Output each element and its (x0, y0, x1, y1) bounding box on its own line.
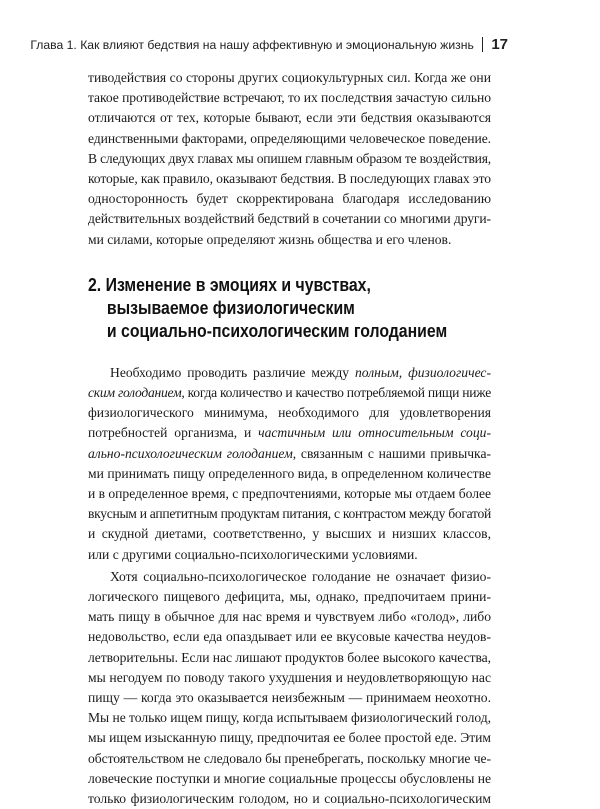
text-line: только физиологическим голодом, но и социально-психологическим (88, 791, 491, 807)
running-head-title: Глава 1. Как влияют бедствия на нашу аффективную и эмоциональную жизнь (30, 37, 474, 52)
text-line: единственными факторами, определяющими человеческое поведение. (88, 130, 491, 146)
emphasis-run: полным, физиологичес- (354, 364, 491, 380)
text-line: Хотя социально-психологическое голодание не означает физио- (110, 568, 491, 584)
emphasis-run: частичным или относительным соци- (258, 425, 491, 441)
text-line (88, 383, 491, 403)
text-line: или с другими социально-психологическими условиями. (88, 546, 418, 562)
paragraph-2 (88, 363, 491, 565)
text-line: мать пищу в обычное для нас время и чувствуем либо «голод», либо (88, 609, 491, 625)
heading-line: 2. Изменение в эмоциях и чувствах, (88, 273, 371, 295)
text-line: ми принимать пищу определенного вида, в определенном количестве (88, 465, 491, 481)
text-line (88, 363, 491, 383)
heading-line: вызываемое физиологическим (106, 296, 355, 318)
text-line: ловеческие поступки и многие социальные процессы обусловлены не (88, 770, 491, 786)
text-run: , связанным с нашими привычка- (292, 445, 492, 461)
text-line (88, 423, 491, 443)
text-line: Мы не только ищем пищу, когда испытываем физиологический голод, (88, 710, 491, 726)
text-line: которые, как правило, оказывают бедствия. В последующих главах это (88, 171, 492, 187)
text-line: В следующих двух главах мы опишем главным образом те воздействия, (88, 150, 491, 166)
text-line: отличаются от тех, которые бывают, если эти бедствия оказываются (88, 110, 491, 126)
text-line (88, 444, 491, 464)
section-heading (88, 273, 448, 342)
emphasis-run: ально-психологическим голоданием (88, 445, 293, 461)
running-head (30, 36, 508, 53)
text-line: и скудной диетами, соответственно, у высших и низших классов, (88, 526, 491, 542)
text-line: и в определенное время, с предпочтениями, которые мы отдаем более (88, 486, 491, 502)
text-line: физиологического минимума, необходимого для удовлетворения (88, 405, 491, 421)
text-line: пищу — когда это оказывается неизбежным — принимаем неохотно. (88, 690, 491, 706)
paragraph-1 (88, 68, 491, 250)
text-line: мы негодуем по поводу такого ухудшения и неудовлетворяющую нас (88, 669, 491, 685)
text-line: односторонность будет скорректирована благодаря исследованию (88, 191, 491, 207)
text-line: вкусным и аппетитным продуктам питания, с контрастом между богатой (88, 506, 491, 522)
paragraph-3 (88, 567, 491, 809)
heading-line: и социально-психологическим голоданием (106, 319, 448, 341)
emphasis-run: ским голоданием (88, 385, 182, 401)
text-run: Необходимо проводить различие между (110, 364, 355, 380)
text-line: действительных воздействий бедствий в сочетании со многими други- (88, 211, 491, 227)
text-line: недовольство, если еда опаздывает или ее вкусовые качества неудов- (88, 629, 491, 645)
text-line: мы ищем изысканную пищу, предпочитая ее более простой еде. Этим (88, 730, 491, 746)
text-line: летворительны. Если нас лишают продуктов более высокого качества, (88, 649, 491, 665)
text-line: ми силами, которые определяют жизнь общества и его членов. (88, 231, 452, 247)
text-line: обстоятельством не следовало бы пренебрегать, поскольку многие че- (88, 750, 491, 766)
page-body (88, 68, 491, 809)
text-line: такое противодействие встречают, то их последствия зачастую сильно (88, 90, 492, 106)
text-line: тиводействия со стороны других социокультурных сил. Когда же они (88, 70, 491, 85)
page-number: 17 (491, 36, 508, 53)
text-run: потребностей организма, и (88, 425, 259, 441)
running-head-separator (482, 37, 484, 52)
text-line: логического пищевого дефицита, мы, однако, предпочитаем прини- (88, 589, 491, 605)
text-run: , когда количество и качество потребляемой пищи ниже (181, 385, 491, 401)
